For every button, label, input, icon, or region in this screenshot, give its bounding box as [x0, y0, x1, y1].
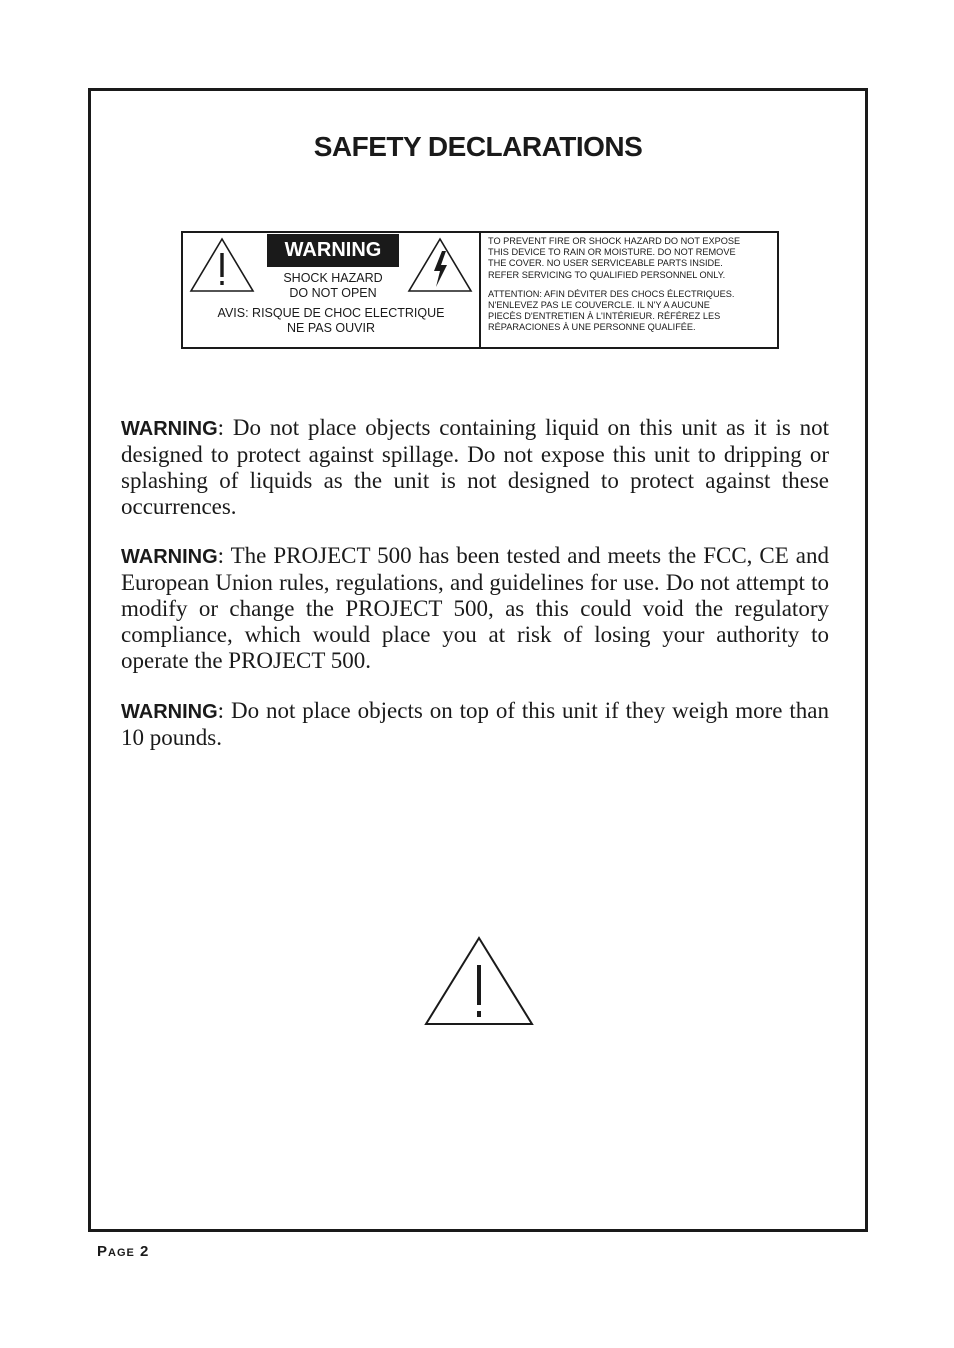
warning-paragraph-liquid	[121, 415, 829, 520]
warning-label-bold: WARNING	[121, 701, 218, 723]
shock-line-2: DO NOT OPEN	[289, 286, 377, 300]
exclamation-triangle-icon	[189, 237, 255, 293]
page-frame	[88, 88, 868, 1232]
warning-text: : Do not place objects on top of this unit if they weigh more than 10 pounds.	[121, 698, 829, 750]
warning-label	[181, 231, 779, 349]
page-number: Page 2	[97, 1243, 150, 1260]
avis-text	[183, 306, 479, 336]
french-line: RÉPARACIONES À UNE PERSONNE QUALIFÉE.	[488, 322, 696, 333]
warning-label-bold: WARNING	[121, 546, 218, 568]
english-line: THE COVER. NO USER SERVICEABLE PARTS INSIDE.	[488, 258, 723, 269]
lightning-triangle-icon	[407, 237, 473, 293]
french-line: PIECÈS D'ENTRETIEN À L'INTÉRIEUR. RÉFÉREZ LES	[488, 311, 721, 322]
warning-paragraph-regulatory	[121, 543, 829, 674]
english-line: TO PREVENT FIRE OR SHOCK HAZARD DO NOT EXPOSE	[488, 236, 741, 246]
warning-tag: WARNING	[267, 234, 399, 267]
warning-text: : The PROJECT 500 has been tested and meets the FCC, CE and European Union rules, regulations, and guidelines for use. Do not attempt to modify or change the PROJECT 500, as this could void the regulatory compliance, which would place you at risk of losing your authority to operate the PROJECT 500.	[121, 543, 829, 673]
warning-text: : Do not place objects containing liquid on this unit as it is not designed to protect against spillage. Do not expose this unit to dripping or splashing of liquids as the unit is not designed to protect against these occurrences.	[121, 415, 829, 519]
exclamation-triangle-icon	[423, 935, 535, 1027]
avis-line-1: AVIS: RISQUE DE CHOC ELECTRIQUE	[217, 306, 445, 320]
french-line: N'ENLEVEZ PAS LE COUVERCLE. IL N'Y A AUCUNE	[488, 300, 710, 311]
warning-label-left	[183, 233, 481, 347]
english-line: REFER SERVICING TO QUALIFIED PERSONNEL ONLY.	[488, 269, 726, 280]
warning-label-right	[481, 233, 777, 347]
english-line: THIS DEVICE TO RAIN OR MOISTURE. DO NOT REMOVE	[488, 247, 736, 258]
french-warning-block	[488, 289, 777, 334]
avis-line-2: NE PAS OUVIR	[287, 321, 375, 335]
warning-paragraph-weight	[121, 698, 829, 751]
warning-label-bold: WARNING	[121, 418, 218, 440]
french-line: ATTENTION: AFIN DÉVITER DES CHOCS ÉLECTRIQUES.	[488, 288, 735, 299]
shock-hazard-text	[263, 271, 403, 301]
page-title: SAFETY DECLARATIONS	[313, 131, 643, 162]
english-warning-block	[488, 236, 777, 281]
shock-line-1: SHOCK HAZARD	[283, 271, 383, 285]
